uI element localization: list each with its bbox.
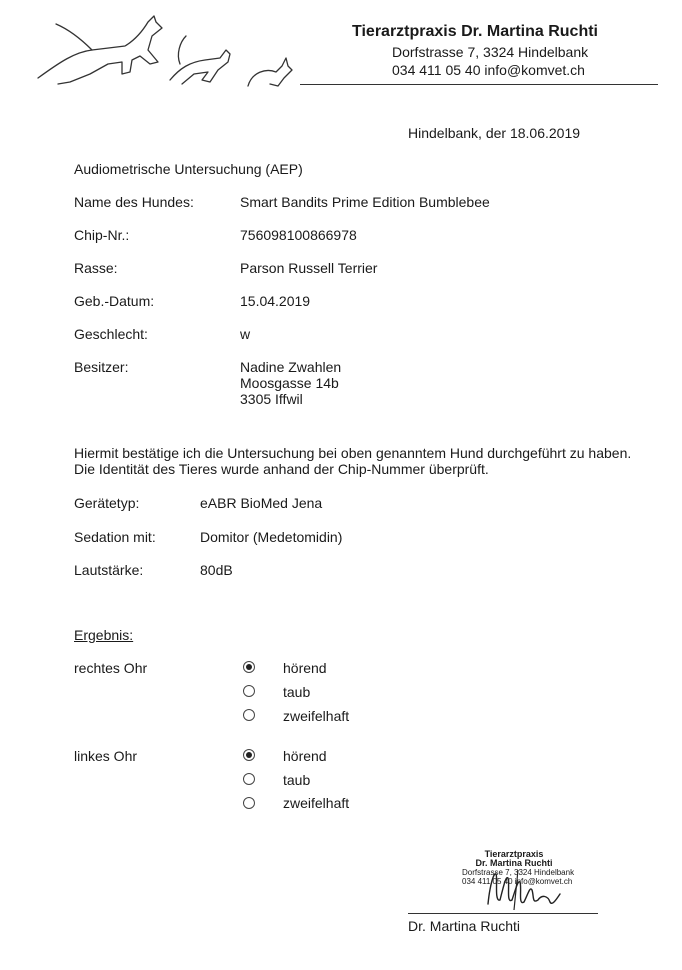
- label-birthdate: Geb.-Datum:: [74, 293, 155, 309]
- practice-contact: 034 411 05 40 info@komvet.ch: [392, 62, 585, 78]
- value-breed: Parson Russell Terrier: [240, 260, 378, 276]
- option-right-hearing: hörend: [283, 660, 327, 676]
- label-device: Gerätetyp:: [74, 495, 140, 511]
- owner-city: 3305 Iffwil: [240, 391, 303, 407]
- value-sedation: Domitor (Medetomidin): [200, 529, 343, 545]
- option-right-deaf: taub: [283, 684, 311, 700]
- document-subject: Audiometrische Untersuchung (AEP): [74, 161, 303, 177]
- radio-left-hearing[interactable]: [243, 749, 255, 761]
- animals-logo: [30, 10, 300, 92]
- label-sex: Geschlecht:: [74, 326, 148, 342]
- stamp-line-3: Dorfstrasse 7, 3324 Hindelbank: [462, 868, 575, 877]
- value-dog-name: Smart Bandits Prime Edition Bumblebee: [240, 194, 490, 210]
- label-dog-name: Name des Hundes:: [74, 194, 194, 210]
- label-volume: Lautstärke:: [74, 562, 144, 578]
- date-line: Hindelbank, der 18.06.2019: [408, 125, 581, 141]
- header-rule: [300, 84, 658, 85]
- right-ear-label: rechtes Ohr: [74, 660, 148, 676]
- practice-name: Tierarztpraxis Dr. Martina Ruchti: [352, 23, 598, 40]
- label-sedation: Sedation mit:: [74, 529, 156, 545]
- option-left-hearing: hörend: [283, 748, 327, 764]
- confirmation-line-1: Hiermit bestätige ich die Untersuchung bei oben genanntem Hund durchgeführt zu haben.: [74, 445, 632, 461]
- value-device: eABR BioMed Jena: [200, 495, 323, 511]
- stamp-line-1: Tierarztpraxis: [484, 849, 544, 859]
- option-right-doubtful: zweifelhaft: [283, 708, 350, 724]
- label-chip: Chip-Nr.:: [74, 227, 130, 243]
- label-owner: Besitzer:: [74, 359, 129, 375]
- value-sex: w: [240, 326, 251, 342]
- option-left-doubtful: zweifelhaft: [283, 795, 350, 811]
- left-ear-label: linkes Ohr: [74, 748, 138, 764]
- confirmation-line-2: Die Identität des Tieres wurde anhand der Chip-Nummer überprüft.: [74, 461, 489, 477]
- value-birthdate: 15.04.2019: [240, 293, 311, 309]
- signature: [478, 864, 578, 914]
- result-heading: Ergebnis:: [74, 627, 134, 643]
- value-chip: 756098100866978: [240, 227, 357, 243]
- practice-address: Dorfstrasse 7, 3324 Hindelbank: [392, 44, 589, 60]
- radio-right-hearing[interactable]: [243, 661, 255, 673]
- stamp-line-4: 034 411 05 40 info@komvet.ch: [462, 877, 573, 886]
- value-volume: 80dB: [200, 562, 233, 578]
- radio-right-deaf[interactable]: [243, 685, 255, 697]
- signature-name: Dr. Martina Ruchti: [408, 918, 521, 934]
- radio-left-doubtful[interactable]: [243, 797, 255, 809]
- option-left-deaf: taub: [283, 772, 311, 788]
- radio-left-deaf[interactable]: [243, 773, 255, 785]
- stamp-line-2: Dr. Martina Ruchti: [475, 858, 553, 868]
- signature-line: [408, 913, 598, 914]
- label-breed: Rasse:: [74, 260, 118, 276]
- owner-name: Nadine Zwahlen: [240, 359, 342, 375]
- radio-right-doubtful[interactable]: [243, 709, 255, 721]
- owner-street: Moosgasse 14b: [240, 375, 339, 391]
